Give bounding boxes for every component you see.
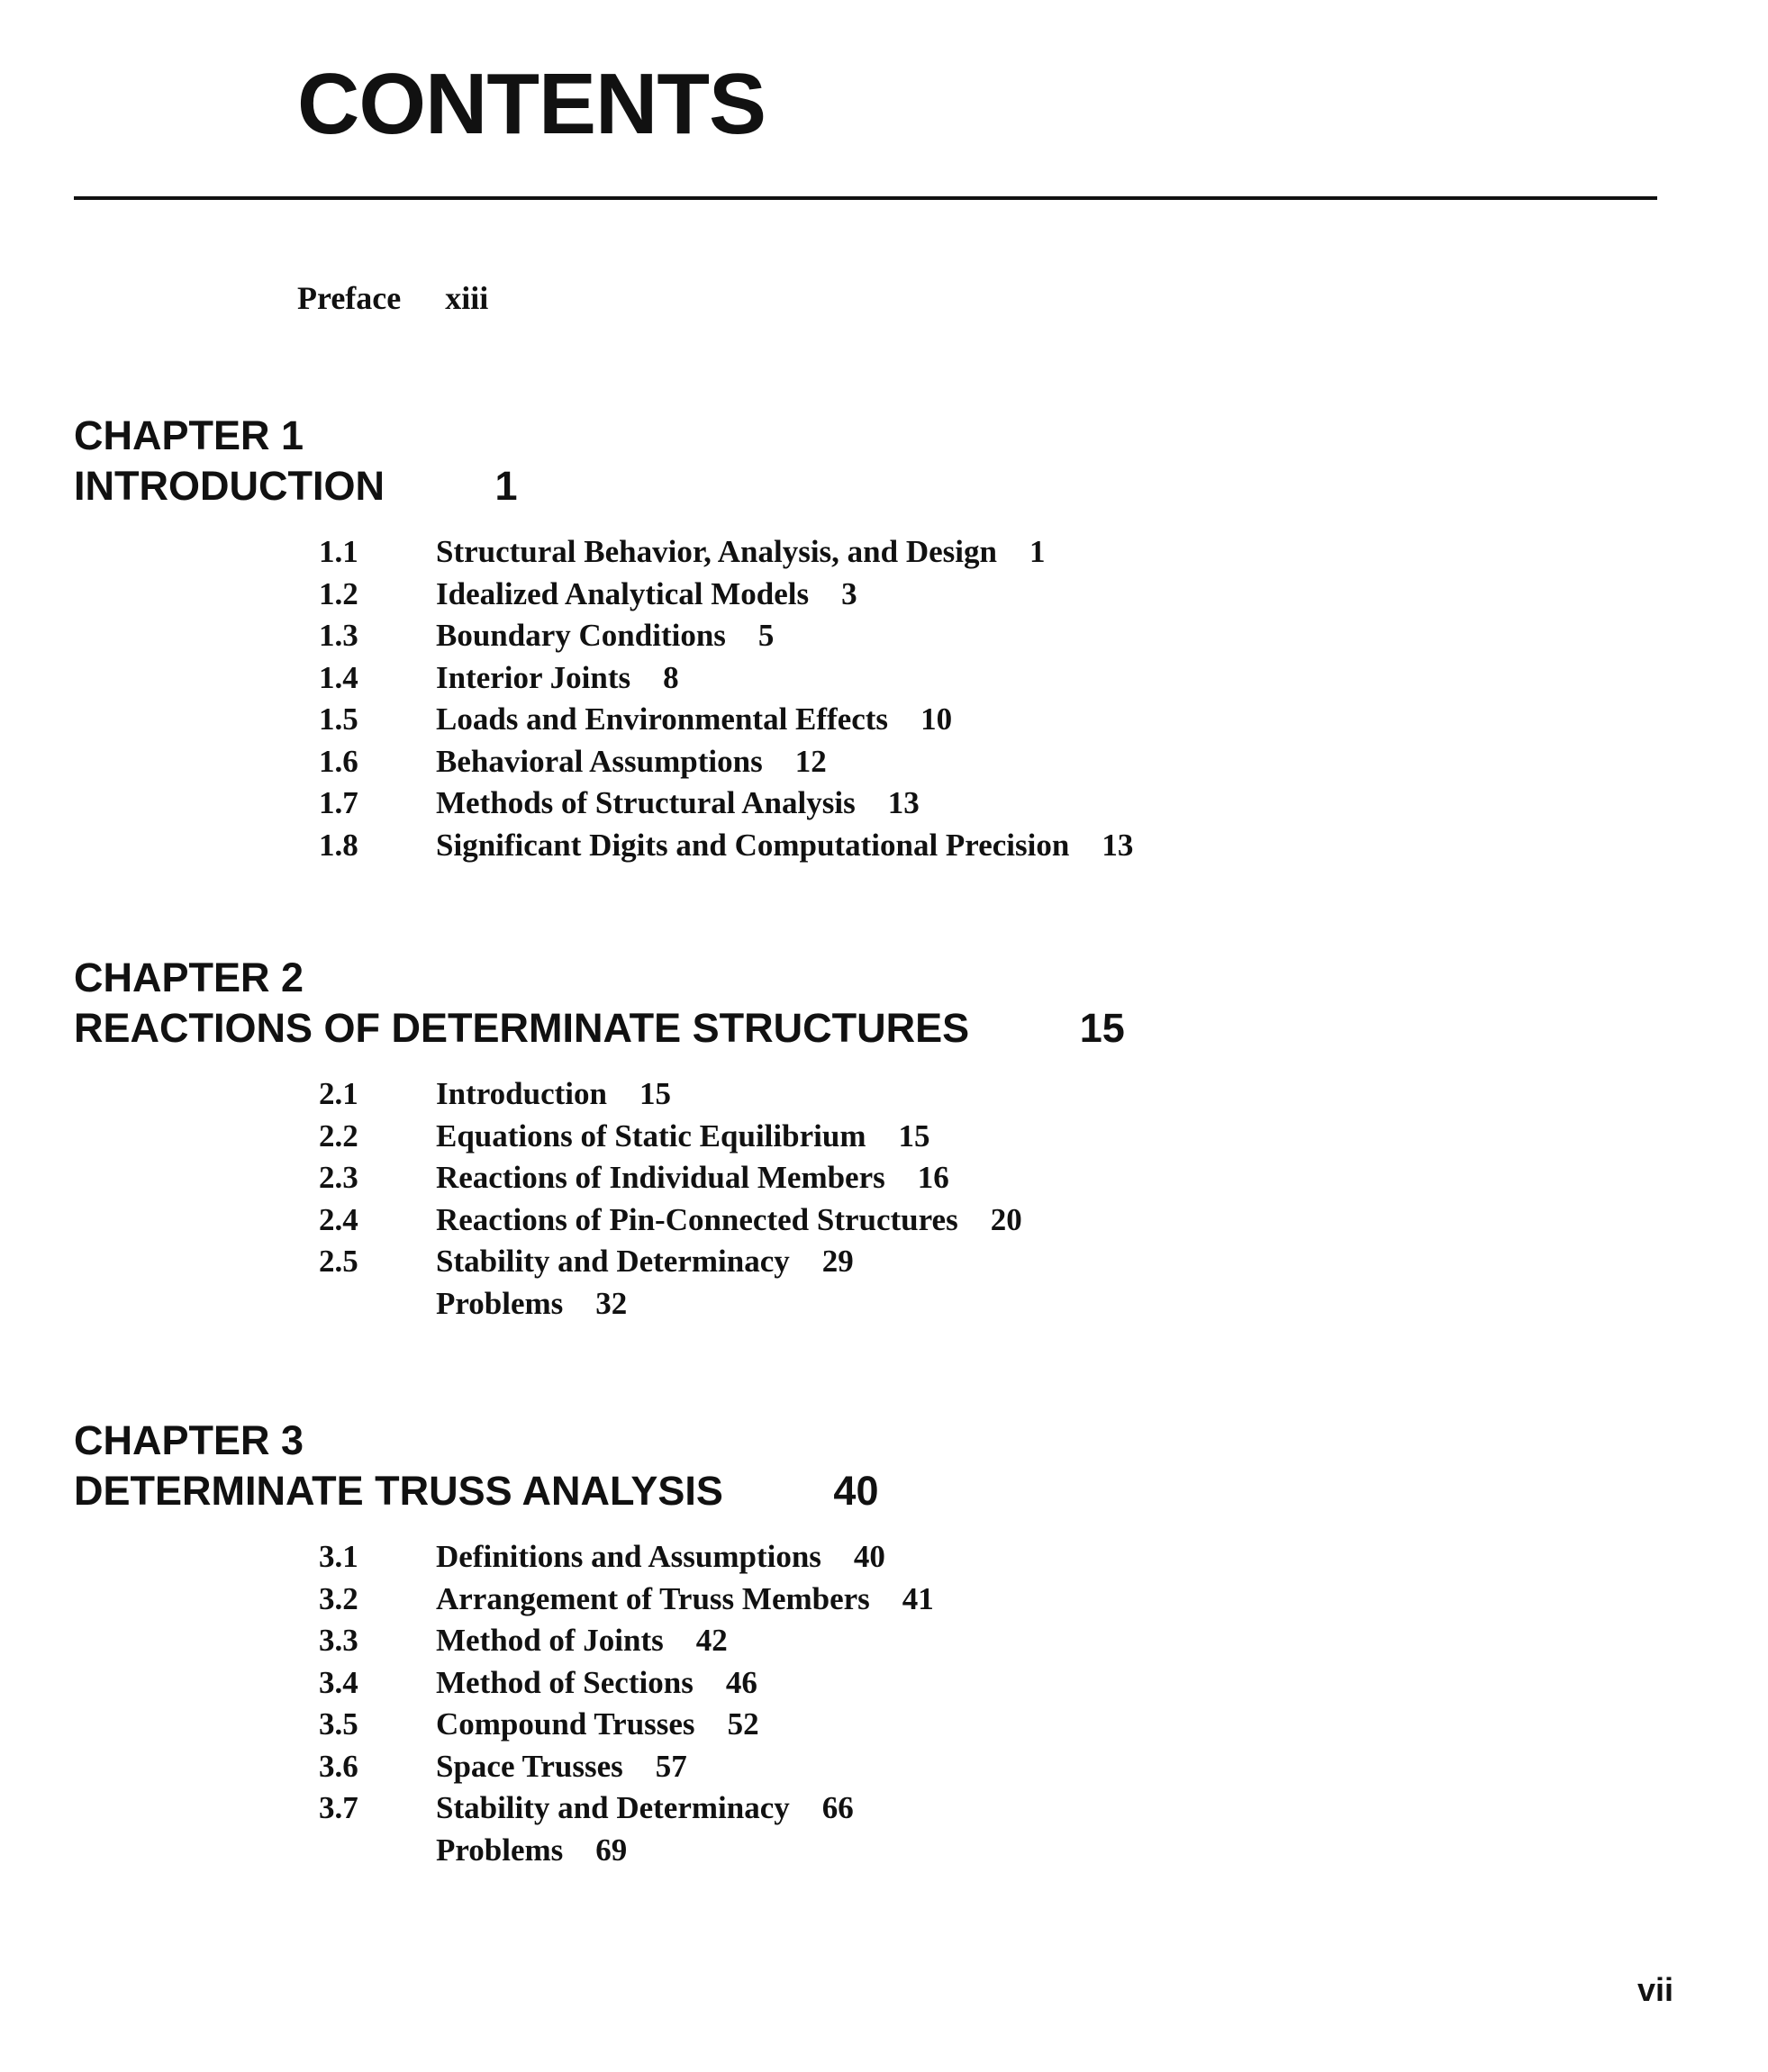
section-page: 42 — [695, 1623, 728, 1658]
section-page: 57 — [655, 1748, 687, 1784]
section-page: 52 — [727, 1706, 759, 1742]
section-entry — [74, 1157, 1125, 1199]
section-page: 16 — [917, 1160, 949, 1195]
section-entry — [74, 1662, 878, 1705]
section-title: Behavioral Assumptions — [436, 743, 763, 779]
section-title: Significant Digits and Computational Precision — [436, 827, 1070, 863]
section-number: 3.4 — [319, 1664, 358, 1700]
section-number: 3.6 — [319, 1748, 358, 1784]
section-page: 40 — [853, 1539, 885, 1574]
section-entry — [74, 1241, 1125, 1283]
chapter-label: CHAPTER 1 — [74, 412, 304, 458]
section-title: Stability and Determinacy — [436, 1790, 790, 1825]
section-number: 3.1 — [319, 1539, 358, 1574]
section-number: 1.5 — [319, 701, 358, 737]
section-list — [74, 1073, 1125, 1325]
section-list — [74, 531, 1134, 866]
section-number: 3.5 — [319, 1706, 358, 1742]
section-page: 12 — [794, 743, 827, 779]
section-title: Stability and Determinacy — [436, 1244, 790, 1279]
section-page: 3 — [841, 575, 857, 611]
page-title: CONTENTS — [297, 56, 766, 152]
section-entry — [74, 574, 857, 616]
section-entry — [74, 825, 1134, 867]
section-title: Equations of Static Equilibrium — [436, 1117, 866, 1154]
preface-entry — [297, 276, 488, 321]
section-page: 46 — [725, 1664, 757, 1700]
preface-page: xiii — [445, 280, 489, 316]
section-entry — [74, 1620, 878, 1662]
chapter-page: 1 — [494, 463, 518, 509]
section-title: Boundary Conditions — [436, 618, 726, 653]
section-number: 1.3 — [319, 618, 358, 653]
chapter-2 — [74, 953, 1125, 1339]
section-entry — [74, 1283, 1125, 1326]
chapter-title-text: REACTIONS OF DETERMINATE STRUCTURES — [74, 1005, 970, 1051]
section-page: 10 — [920, 701, 953, 737]
section-title: Problems — [436, 1832, 564, 1868]
section-entry — [74, 1536, 885, 1579]
section-entry — [74, 783, 920, 825]
chapter-title — [74, 1003, 1125, 1054]
section-title: Method of Sections — [436, 1664, 694, 1700]
section-title: Reactions of Individual Members — [436, 1160, 885, 1195]
section-entry — [74, 1116, 1125, 1158]
chapter-label: CHAPTER 2 — [74, 955, 304, 1000]
section-entry — [74, 1579, 934, 1621]
section-page: 1 — [1029, 534, 1046, 569]
section-page: 32 — [595, 1285, 628, 1321]
section-title: Introduction — [436, 1076, 607, 1111]
section-title: Arrangement of Truss Members — [436, 1580, 870, 1616]
section-entry — [74, 1787, 878, 1830]
chapter-title-text: INTRODUCTION — [74, 463, 385, 509]
section-title: Problems — [436, 1285, 564, 1321]
section-entry — [74, 741, 827, 783]
section-title: Reactions of Pin-Connected Structures — [436, 1201, 958, 1237]
section-page: 15 — [898, 1117, 930, 1154]
chapter-1 — [74, 411, 1134, 881]
section-number: 2.4 — [319, 1201, 358, 1237]
section-page: 13 — [887, 785, 920, 820]
section-page: 13 — [1102, 827, 1134, 863]
chapter-page: 40 — [833, 1468, 879, 1514]
chapter-title-text: DETERMINATE TRUSS ANALYSIS — [74, 1468, 723, 1514]
page-folio: vii — [1637, 1971, 1674, 2008]
chapter-page: 15 — [1079, 1005, 1125, 1051]
section-title: Definitions and Assumptions — [436, 1539, 821, 1574]
section-title: Structural Behavior, Analysis, and Design — [436, 534, 997, 569]
section-page: 20 — [990, 1201, 1022, 1237]
section-entry — [74, 615, 775, 657]
section-number: 1.7 — [319, 785, 358, 820]
section-number: 2.1 — [319, 1076, 358, 1111]
section-page: 15 — [639, 1076, 671, 1111]
section-title: Idealized Analytical Models — [436, 575, 810, 611]
preface-label: Preface — [297, 280, 402, 316]
section-number: 3.3 — [319, 1623, 358, 1658]
section-title: Interior Joints — [436, 659, 631, 695]
section-number: 2.5 — [319, 1244, 358, 1279]
chapter-label: CHAPTER 3 — [74, 1417, 304, 1463]
section-entry — [74, 657, 679, 700]
section-title: Compound Trusses — [436, 1706, 695, 1742]
section-title: Loads and Environmental Effects — [436, 701, 889, 737]
section-page: 8 — [663, 659, 679, 695]
section-entry — [74, 1746, 878, 1788]
section-page: 69 — [595, 1832, 628, 1868]
section-number: 2.2 — [319, 1117, 358, 1154]
section-number: 3.7 — [319, 1790, 358, 1825]
section-number: 1.6 — [319, 743, 358, 779]
section-entry — [74, 1073, 1125, 1116]
section-number: 1.2 — [319, 575, 358, 611]
title-rule — [74, 196, 1657, 200]
section-title: Method of Joints — [436, 1623, 664, 1658]
section-title: Space Trusses — [436, 1748, 623, 1784]
section-page: 41 — [902, 1580, 934, 1616]
chapter-title — [74, 461, 518, 511]
section-entry — [74, 1830, 878, 1872]
section-page: 66 — [821, 1790, 854, 1825]
section-number: 1.8 — [319, 827, 358, 863]
section-page: 5 — [757, 618, 775, 653]
section-entry — [74, 1199, 1125, 1242]
section-number: 1.1 — [319, 534, 358, 569]
section-page: 29 — [821, 1244, 854, 1279]
section-number: 3.2 — [319, 1580, 358, 1616]
section-list — [74, 1536, 934, 1871]
section-number: 1.4 — [319, 659, 358, 695]
section-title: Methods of Structural Analysis — [436, 785, 856, 820]
section-entry — [74, 1704, 878, 1746]
section-entry — [74, 699, 953, 741]
chapter-title — [74, 1466, 878, 1516]
section-number: 2.3 — [319, 1160, 358, 1195]
section-entry — [74, 531, 1046, 574]
chapter-3 — [74, 1416, 934, 1886]
